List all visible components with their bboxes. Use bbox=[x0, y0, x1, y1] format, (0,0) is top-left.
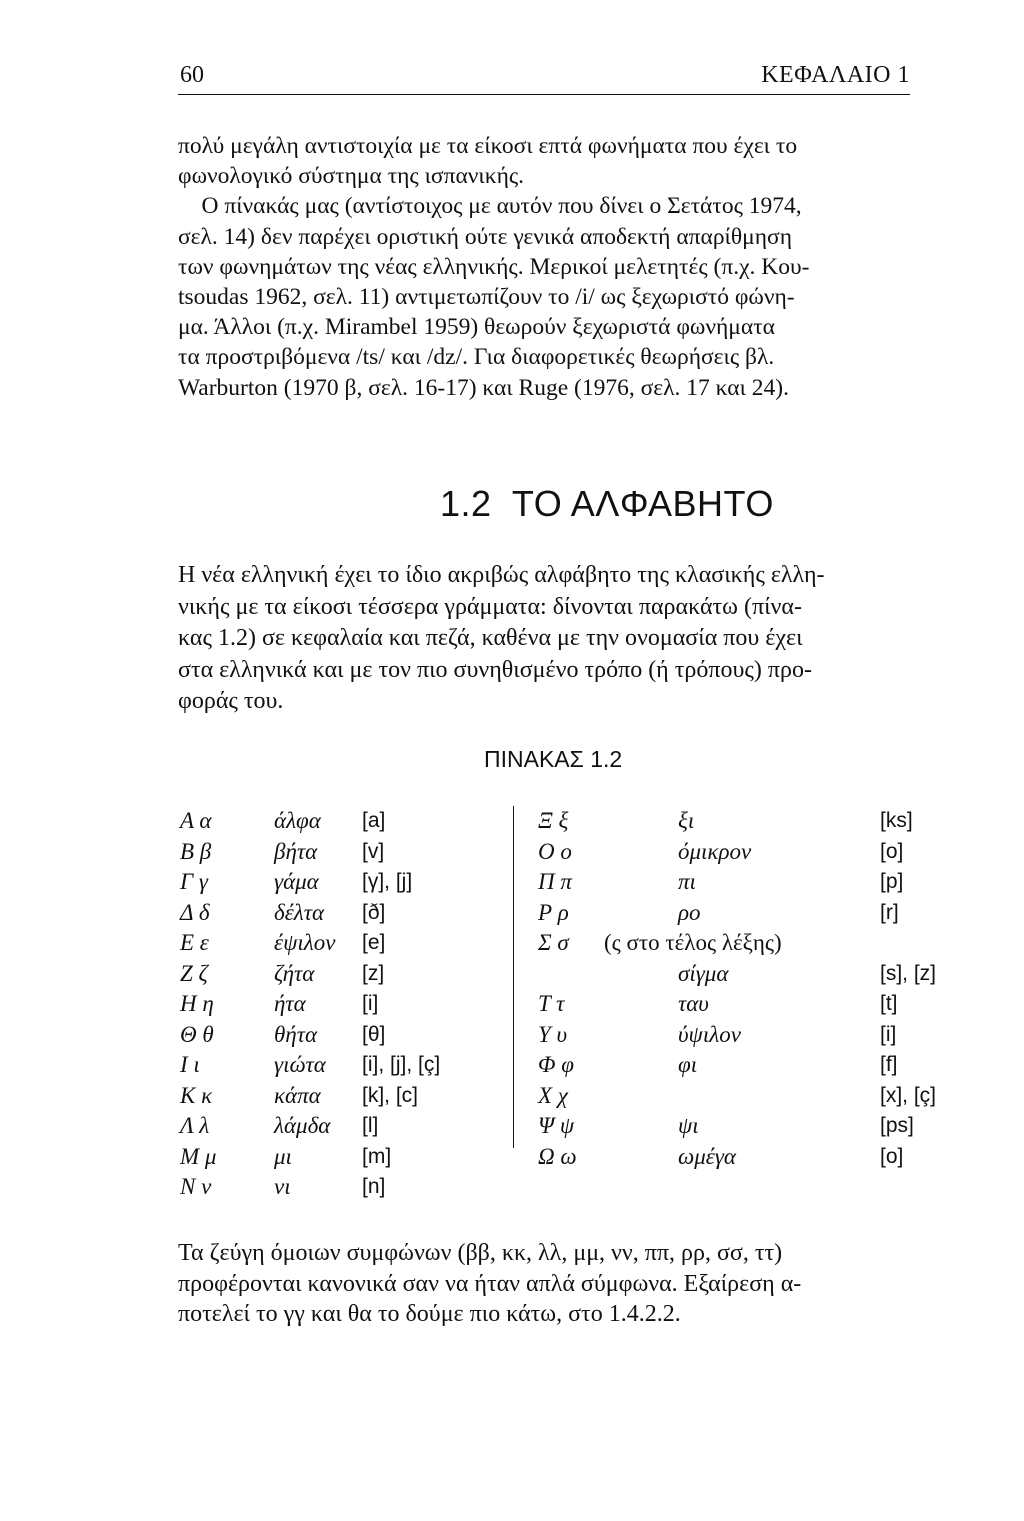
pronunciation-cell: [s], [z] bbox=[880, 961, 937, 985]
letter-cell: Τ τ bbox=[538, 991, 565, 1016]
table-row bbox=[532, 1111, 962, 1142]
letter-name-cell: δέλτα bbox=[274, 899, 325, 925]
table-left-column bbox=[180, 806, 510, 1203]
intro-line: φωνολογικό σύστημα της ισπανικής. bbox=[178, 163, 525, 190]
table-row bbox=[180, 1050, 510, 1081]
intro-text bbox=[178, 131, 912, 403]
pronunciation-cell: [e] bbox=[362, 931, 386, 954]
pronunciation-cell: [z] bbox=[362, 961, 385, 985]
chapter-title: ΚΕΦΑΛΑΙΟ 1 bbox=[761, 62, 910, 88]
table-row bbox=[180, 1081, 510, 1112]
letter-name-cell: όμικρον bbox=[678, 838, 752, 864]
pronunciation-cell: [o] bbox=[880, 839, 904, 863]
letter-name-cell: φι bbox=[678, 1052, 698, 1077]
paragraph-line: Η νέα ελληνική έχει το ίδιο ακριβώς αλφάβητο της κλασικής ελλη- bbox=[178, 562, 825, 588]
letter-name-cell: θήτα bbox=[274, 1021, 318, 1047]
pronunciation-cell: [t] bbox=[880, 992, 898, 1015]
table-row bbox=[532, 898, 962, 929]
pronunciation-cell: [k], [c] bbox=[362, 1083, 419, 1107]
letter-cell: Κ κ bbox=[180, 1082, 213, 1108]
intro-line: των φωνημάτων της νέας ελληνικής. Μερικοί μελετητές (π.χ. Κου- bbox=[178, 253, 810, 280]
closing-line: Τα ζεύγη όμοιων συμφώνων (ββ, κκ, λλ, μμ, νν, ππ, ρρ, σσ, ττ) bbox=[178, 1240, 783, 1266]
table-row bbox=[180, 837, 510, 868]
paragraph-line: στα ελληνικά και με τον πιο συνηθισμένο τρόπο (ή τρόπους) προ- bbox=[178, 656, 812, 683]
pronunciation-cell: [x], [ç] bbox=[880, 1083, 937, 1107]
table-row bbox=[180, 959, 510, 990]
pronunciation-cell: [v] bbox=[362, 839, 385, 863]
letter-cell: Ν ν bbox=[180, 1174, 212, 1199]
pronunciation-cell: [θ] bbox=[362, 1022, 386, 1046]
table-row bbox=[180, 1020, 510, 1051]
closing-paragraph bbox=[178, 1238, 918, 1330]
table-row bbox=[180, 1172, 510, 1203]
pronunciation-cell: [r] bbox=[880, 900, 899, 924]
intro-line: Warburton (1970 β, σελ. 16-17) και Ruge (1976, σελ. 17 και 24). bbox=[178, 374, 789, 401]
table-caption: ΠΙΝΑΚΑΣ 1.2 bbox=[484, 746, 623, 772]
alphabet-table bbox=[180, 806, 960, 1198]
table-row bbox=[180, 1111, 510, 1142]
pronunciation-cell: [γ], [j] bbox=[362, 870, 413, 893]
letter-name-cell: ζήτα bbox=[274, 960, 315, 986]
pronunciation-cell: [ps] bbox=[880, 1114, 914, 1137]
letter-name-cell: νι bbox=[274, 1174, 291, 1199]
table-row bbox=[180, 989, 510, 1020]
letter-cell: Μ μ bbox=[180, 1143, 217, 1169]
pronunciation-cell: [i] bbox=[362, 992, 379, 1015]
letter-cell: Φ φ bbox=[538, 1052, 574, 1077]
intro-line: tsoudas 1962, σελ. 11) αντιμετωπίζουν το /i/ ως ξεχωριστό φώνη- bbox=[178, 284, 795, 311]
note-cell: (ς στο τέλος λέξης) bbox=[604, 930, 782, 955]
paragraph-line: φοράς του. bbox=[178, 688, 284, 714]
letter-name-cell: βήτα bbox=[274, 838, 318, 864]
page-header bbox=[178, 60, 910, 95]
page-number: 60 bbox=[180, 62, 204, 88]
letter-name-cell: ήτα bbox=[274, 991, 306, 1016]
table-right-column bbox=[532, 806, 962, 1172]
table-row bbox=[180, 867, 510, 898]
letter-name-cell: λάμδα bbox=[274, 1113, 331, 1138]
intro-line: πολύ μεγάλη αντιστοιχία με τα είκοσι επτά φωνήματα που έχει το bbox=[178, 133, 798, 159]
letter-cell: Θ θ bbox=[180, 1021, 214, 1047]
table-row bbox=[532, 1020, 962, 1051]
pronunciation-cell: [f] bbox=[880, 1053, 898, 1076]
letter-name-cell: ωμέγα bbox=[678, 1143, 736, 1169]
section-heading: 1.2 ΤΟ ΑΛΦΑΒΗΤΟ bbox=[440, 483, 774, 524]
letter-cell: Σ σ bbox=[538, 930, 569, 955]
table-row bbox=[532, 989, 962, 1020]
table-row bbox=[180, 1142, 510, 1173]
table-row bbox=[180, 806, 510, 837]
pronunciation-cell: [m] bbox=[362, 1144, 392, 1168]
table-row bbox=[532, 837, 962, 868]
letter-cell: Β β bbox=[180, 838, 212, 864]
pronunciation-cell: [p] bbox=[880, 870, 904, 893]
pronunciation-cell: [o] bbox=[880, 1144, 904, 1168]
letter-cell: Ρ ρ bbox=[538, 899, 569, 925]
pronunciation-cell: [ð] bbox=[362, 900, 386, 924]
letter-name-cell: έψιλον bbox=[274, 930, 336, 955]
letter-cell: Ο ο bbox=[538, 838, 572, 864]
letter-name-cell: ξι bbox=[678, 808, 695, 833]
table-row bbox=[180, 898, 510, 929]
letter-cell: Ι ι bbox=[180, 1052, 200, 1077]
letter-cell: Γ γ bbox=[180, 869, 208, 894]
paragraph-line: νικής με τα είκοσι τέσσερα γράμματα: δίνονται παρακάτω (πίνα- bbox=[178, 593, 802, 620]
table-row bbox=[532, 1050, 962, 1081]
letter-name-cell: ρο bbox=[678, 899, 701, 925]
letter-cell: Υ υ bbox=[538, 1021, 568, 1047]
pronunciation-cell: [i] bbox=[880, 1022, 897, 1046]
intro-line: σελ. 14) δεν παρέχει οριστική ούτε γενικά αποδεκτή απαρίθμηση bbox=[178, 223, 792, 250]
paragraph-line: κας 1.2) σε κεφαλαία και πεζά, καθένα με την ονομασία που έχει bbox=[178, 625, 803, 651]
letter-name-cell: ψι bbox=[678, 1113, 699, 1138]
pronunciation-cell: [i], [j], [ç] bbox=[362, 1053, 441, 1076]
closing-line: προφέρονται κανονικά σαν να ήταν απλά σύμφωνα. Εξαίρεση α- bbox=[178, 1270, 802, 1297]
letter-cell: Η η bbox=[180, 991, 214, 1016]
letter-name-cell: άλφα bbox=[274, 808, 321, 833]
letter-cell: Δ δ bbox=[180, 899, 210, 925]
letter-name-cell: κάπα bbox=[274, 1082, 321, 1108]
pronunciation-cell: [ks] bbox=[880, 809, 913, 832]
letter-cell: Χ χ bbox=[538, 1082, 568, 1108]
pronunciation-cell: [l] bbox=[362, 1114, 379, 1137]
letter-name-cell: σίγμα bbox=[678, 960, 729, 986]
table-row bbox=[180, 928, 510, 959]
letter-cell: Λ λ bbox=[180, 1113, 210, 1138]
letter-name-cell: γιώτα bbox=[274, 1052, 326, 1077]
letter-cell: Α α bbox=[180, 808, 212, 833]
closing-line: ποτελεί το γγ και θα το δούμε πιο κάτω, στο 1.4.2.2. bbox=[178, 1301, 681, 1327]
letter-name-cell: πι bbox=[678, 869, 696, 894]
letter-cell: Π π bbox=[538, 869, 572, 894]
letter-name-cell: ταυ bbox=[678, 991, 709, 1016]
letter-name-cell: γάμα bbox=[274, 869, 319, 894]
pronunciation-cell: [n] bbox=[362, 1175, 386, 1198]
letter-cell: Ζ ζ bbox=[180, 960, 208, 986]
table-row bbox=[532, 959, 962, 990]
letter-name-cell: μι bbox=[274, 1143, 292, 1169]
table-row bbox=[532, 1081, 962, 1112]
letter-name-cell: ύψιλον bbox=[678, 1021, 741, 1047]
intro-line: Ο πίνακάς μας (αντίστοιχος με αυτόν που δίνει ο Σετάτος 1974, bbox=[178, 193, 802, 220]
letter-cell: Ξ ξ bbox=[538, 808, 569, 833]
table-row bbox=[532, 928, 962, 959]
table-row bbox=[532, 867, 962, 898]
column-divider bbox=[513, 806, 514, 1148]
pronunciation-cell: [a] bbox=[362, 809, 386, 832]
letter-cell: Ω ω bbox=[538, 1143, 577, 1169]
table-row bbox=[532, 1142, 962, 1173]
alphabet-paragraph bbox=[178, 560, 918, 718]
intro-line: τα προστριβόμενα /ts/ και /dz/. Για διαφορετικές θεωρήσεις βλ. bbox=[178, 344, 775, 371]
letter-cell: Ε ε bbox=[180, 930, 209, 955]
intro-line: μα. Άλλοι (π.χ. Mirambel 1959) θεωρούν ξεχωριστά φωνήματα bbox=[178, 314, 775, 341]
letter-cell: Ψ ψ bbox=[538, 1113, 575, 1138]
table-row bbox=[532, 806, 962, 837]
